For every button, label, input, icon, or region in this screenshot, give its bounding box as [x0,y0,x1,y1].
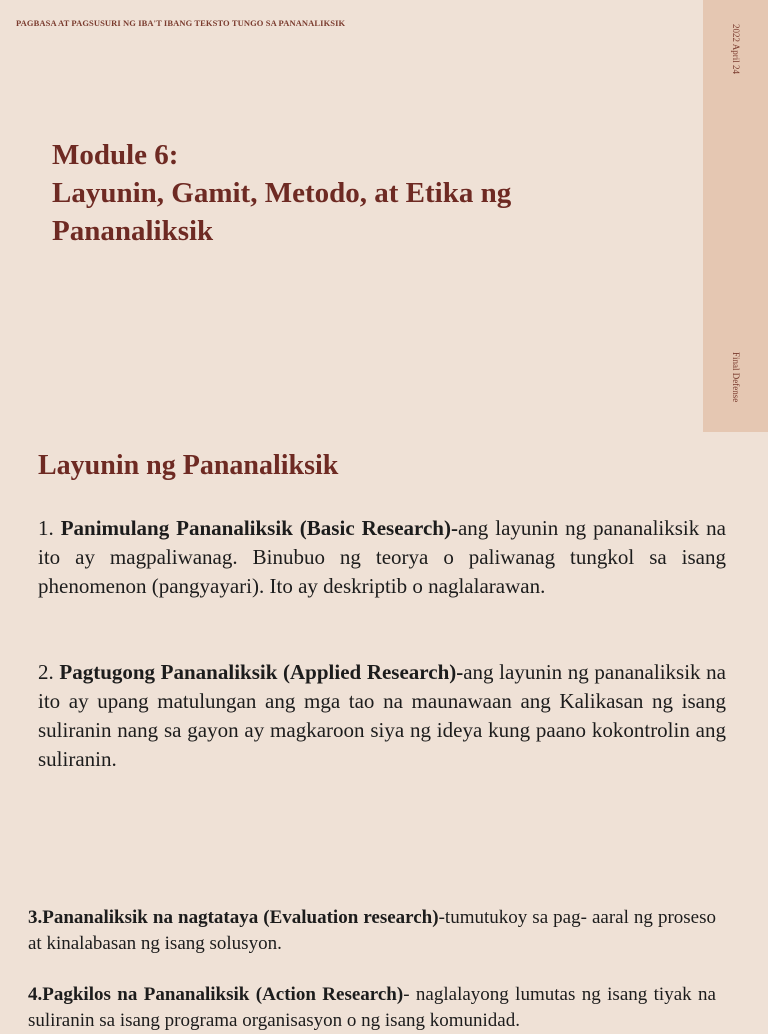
side-date: 2022 April 24 [731,24,741,75]
side-band [703,0,768,432]
section-heading: Layunin ng Pananaliksik [38,450,339,481]
paragraph-action-research [28,982,716,1034]
item-number: 1. [38,516,54,540]
paragraph-applied-research [38,658,726,774]
module-title-line: Module 6: [52,139,179,171]
item-text: ang layunin ng pananaliksik na ito ay upang matulungan ang mga tao na maunawaan ang Kalikasan ng isang suliranin nang sa gayon ay magkaroon siya ng ideya kung paano kokontrolin ang suliranin. [38,660,726,771]
item-term: Pagtugong Pananaliksik (Applied Research)- [59,660,464,684]
item-term: Panimulang Pananaliksik (Basic Research)- [60,516,458,540]
item-term: 3.Pananaliksik na nagtataya (Evaluation research) [28,907,439,928]
module-title-line: Layunin, Gamit, Metodo, at Etika ng [52,177,512,209]
side-label: Final Defense [731,352,741,403]
paragraph-basic-research [38,514,726,601]
item-term: 4.Pagkilos na Pananaliksik (Action Research) [28,984,404,1005]
course-title: PAGBASA AT PAGSUSURI NG IBA'T IBANG TEKSTO TUNGO SA PANANALIKSIK [16,18,346,28]
item-text: - naglalayong lumutas ng isang tiyak na suliranin sa isang programa organisasyon o ng isang komunidad. [28,984,716,1031]
paragraph-evaluation-research [28,905,716,957]
module-title [52,136,672,250]
item-text: -tumutukoy sa pag- aaral ng proseso at kinalabasan ng isang solusyon. [28,907,716,954]
item-text: ang layunin ng pananaliksik na ito ay magpaliwanag. Binubuo ng teorya o paliwanag tungkol sa isang phenomenon (pangyayari). Ito ay deskriptib o naglalarawan. [38,516,726,598]
item-number: 2. [38,660,54,684]
module-title-line: Pananaliksik [52,215,214,247]
